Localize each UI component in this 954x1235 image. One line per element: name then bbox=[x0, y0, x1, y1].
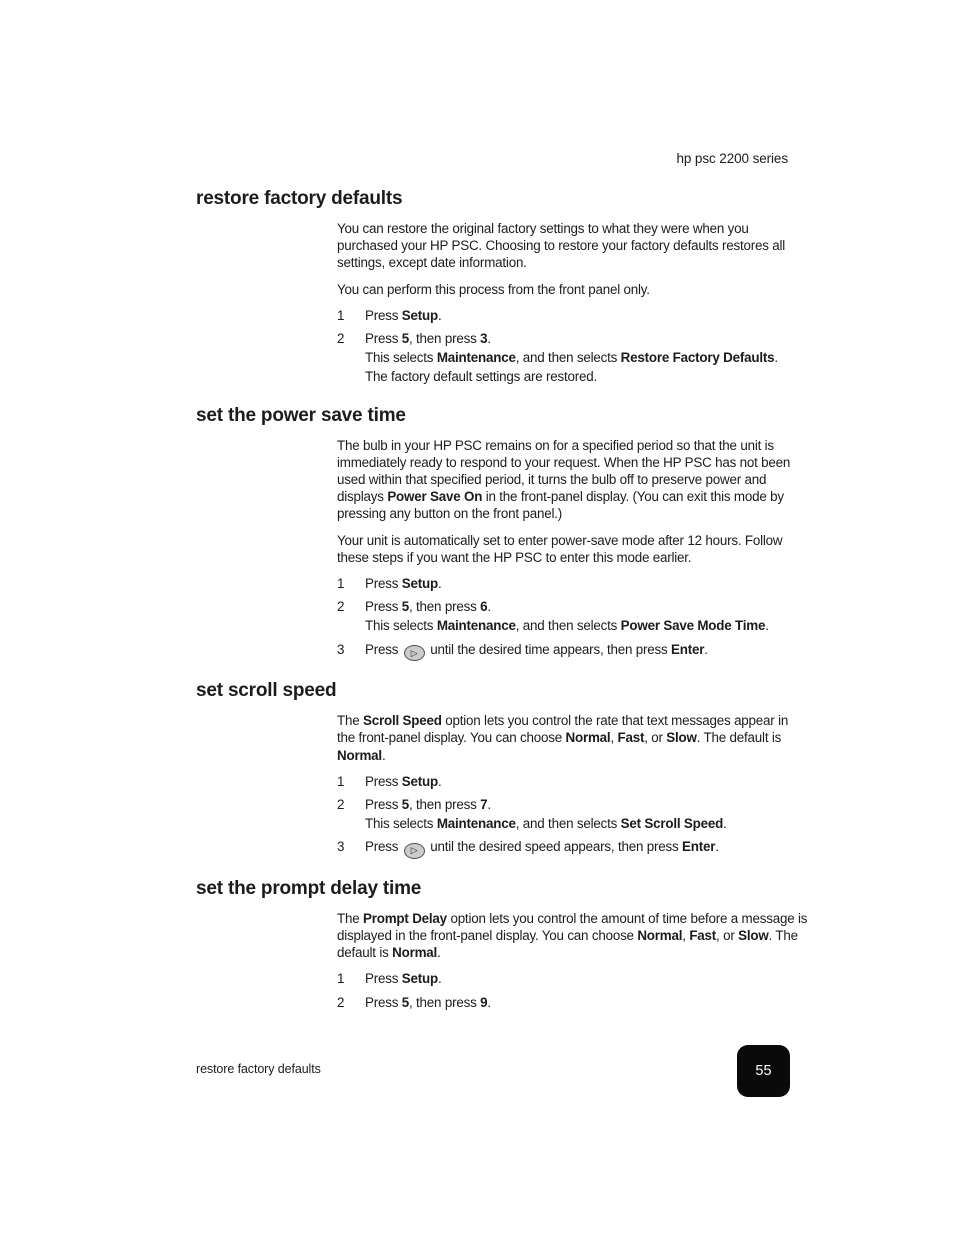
step-detail: This selects Maintenance, and then selects Power Save Mode Time. bbox=[365, 618, 769, 634]
step bbox=[337, 330, 809, 386]
section-body bbox=[337, 910, 809, 1011]
step-text: Press Setup. bbox=[365, 307, 442, 323]
section-body bbox=[337, 437, 809, 662]
step-detail: The factory default settings are restored. bbox=[365, 369, 598, 385]
page-number: 55 bbox=[755, 1063, 772, 1079]
section-body bbox=[337, 712, 809, 859]
step-number: 3 bbox=[337, 839, 345, 855]
step-text: Press Setup. bbox=[365, 576, 442, 592]
step bbox=[337, 307, 809, 324]
step-body bbox=[365, 307, 809, 324]
step-body bbox=[365, 598, 809, 634]
step bbox=[337, 994, 809, 1011]
step-body bbox=[365, 330, 809, 386]
step-body bbox=[365, 994, 809, 1011]
step bbox=[337, 970, 809, 987]
section bbox=[196, 188, 796, 386]
step-number: 1 bbox=[337, 971, 345, 987]
step-number: 2 bbox=[337, 331, 345, 347]
step-body bbox=[365, 838, 809, 859]
step-number: 2 bbox=[337, 994, 345, 1010]
step-body bbox=[365, 970, 809, 987]
step bbox=[337, 773, 809, 790]
step-text: Press Setup. bbox=[365, 971, 442, 987]
step-text: Press 5, then press 3. bbox=[365, 331, 491, 347]
step-number: 2 bbox=[337, 796, 345, 812]
step bbox=[337, 838, 809, 859]
section-heading: set the power save time bbox=[196, 404, 406, 426]
step-body bbox=[365, 773, 809, 790]
paragraph: You can perform this process from the front panel only. bbox=[337, 281, 650, 297]
section bbox=[196, 877, 808, 1011]
step bbox=[337, 575, 809, 592]
page-content bbox=[196, 188, 808, 1011]
right-arrow-button-icon: ▷ bbox=[404, 843, 425, 859]
paragraph: The Prompt Delay option lets you control the amount of time before a message is displayed in the front-panel display. You can choose Normal, Fast, or Slow. The default is Normal. bbox=[337, 910, 808, 961]
paragraph: You can restore the original factory settings to what they were when you purchased your HP PSC. Choosing to restore your factory defaults restores all settings, except date information. bbox=[337, 221, 786, 271]
step-detail: This selects Maintenance, and then selects Set Scroll Speed. bbox=[365, 816, 727, 832]
section-heading: restore factory defaults bbox=[196, 188, 403, 209]
step-text: Press 5, then press 9. bbox=[365, 994, 491, 1010]
section-body bbox=[337, 220, 809, 386]
paragraph: Your unit is automatically set to enter power-save mode after 12 hours. Follow these steps if you want the HP PSC to enter this mode earlier. bbox=[337, 532, 783, 565]
section-heading: set the prompt delay time bbox=[196, 877, 422, 899]
section-heading: set scroll speed bbox=[196, 680, 337, 702]
paragraph: The Scroll Speed option lets you control the rate that text messages appear in the front-panel display. You can choose Normal, Fast, or Slow. The default is Normal. bbox=[337, 713, 789, 763]
step-text: Press 5, then press 7. bbox=[365, 796, 491, 812]
page-number-badge bbox=[737, 1045, 790, 1097]
step-body bbox=[365, 575, 809, 592]
right-arrow-button-icon: ▷ bbox=[404, 645, 425, 661]
step-text: Press 5, then press 6. bbox=[365, 599, 491, 615]
step-number: 1 bbox=[337, 307, 345, 323]
step-number: 1 bbox=[337, 576, 345, 592]
step-body bbox=[365, 796, 809, 832]
step-text: Press Setup. bbox=[365, 773, 442, 789]
step-body bbox=[365, 641, 809, 662]
footer-title: restore factory defaults bbox=[196, 1062, 321, 1076]
step bbox=[337, 796, 809, 832]
step-text: Press ▷ until the desired speed appears, then press Enter. bbox=[365, 838, 809, 859]
paragraph: The bulb in your HP PSC remains on for a specified period so that the unit is immediately ready to respond to your request. When the HP PSC has not been used within that specified period, it turns the bulb off to preserve power and displays Power Save On in the front-panel display. (You can exit this mode by pressing any button on the front panel.) bbox=[337, 437, 791, 522]
step-number: 3 bbox=[337, 641, 345, 657]
step-number: 1 bbox=[337, 773, 345, 789]
step bbox=[337, 598, 809, 634]
step bbox=[337, 641, 809, 662]
section bbox=[196, 405, 796, 662]
step-text: Press ▷ until the desired time appears, then press Enter. bbox=[365, 641, 809, 662]
step-detail: This selects Maintenance, and then selects Restore Factory Defaults. bbox=[365, 350, 778, 366]
step-number: 2 bbox=[337, 599, 345, 615]
running-header: hp psc 2200 series bbox=[676, 151, 788, 166]
section bbox=[196, 680, 796, 859]
